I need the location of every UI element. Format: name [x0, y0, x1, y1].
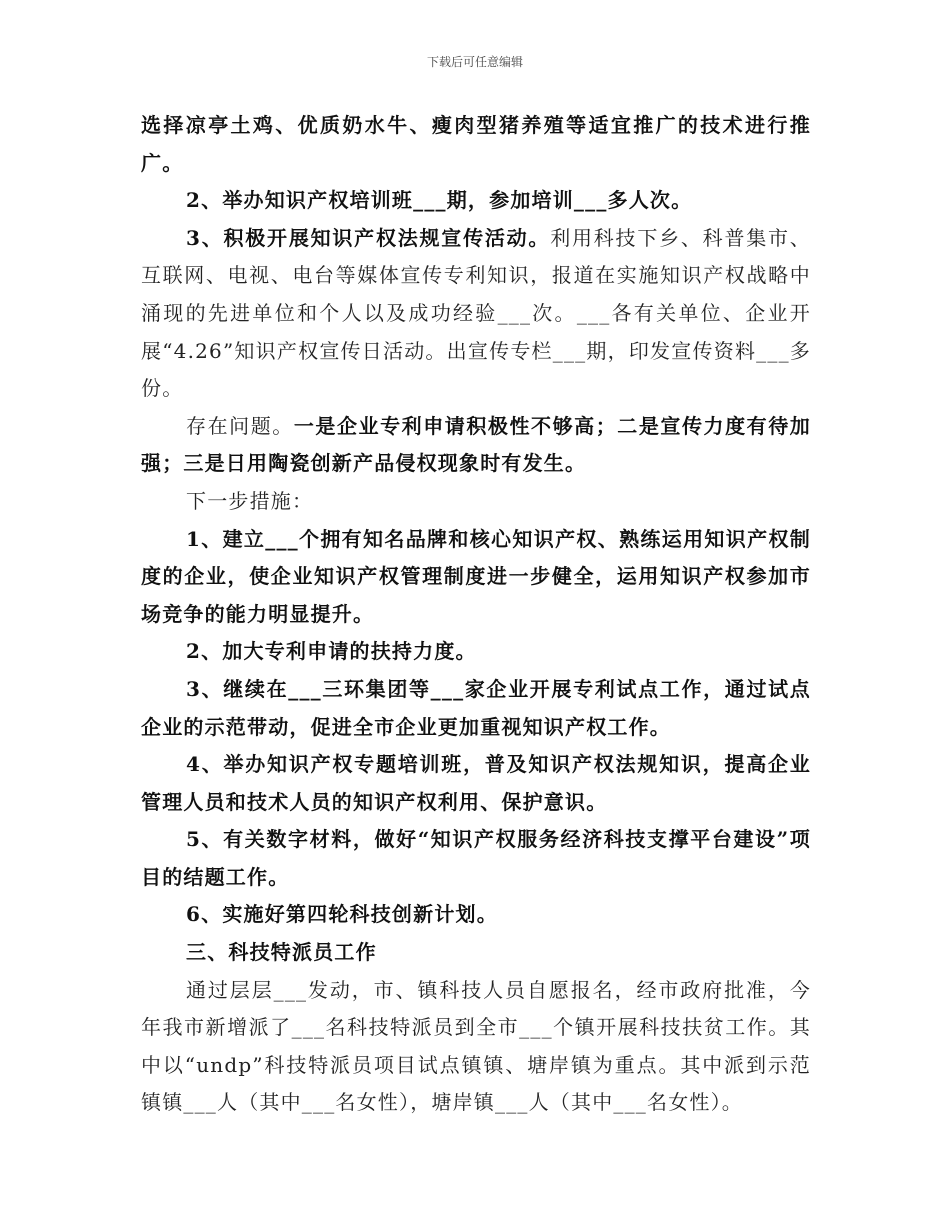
paragraph-4: [141, 408, 811, 483]
paragraph-7: 2、加大专利申请的扶持力度。: [186, 639, 477, 664]
paragraph-6: 1、建立___个拥有知名品牌和核心知识产权、熟练运用知识产权制度的企业，使企业知识产权管理制度进一步健全，运用知识产权参加市场竞争的能力明显提升。: [141, 526, 811, 626]
paragraph-4-heading: 存在问题。: [186, 413, 294, 438]
paragraph-2: 2、举办知识产权培训班___期，参加培训___多人次。: [186, 188, 693, 213]
paragraph-3-heading: 3、积极开展知识产权法规宣传活动。: [186, 225, 551, 250]
paragraph-4-body: 一是企业专利申请积极性不够高；二是宣传力度有待加强；三是日用陶瓷创新产品侵权现象时有发生。: [141, 413, 811, 476]
document-body: [141, 107, 811, 1122]
paragraph-1: 选择凉亭土鸡、优质奶水牛、瘦肉型猪养殖等适宜推广的技术进行推广。: [141, 113, 811, 175]
paragraph-10: 5、有关数字材料，做好“知识产权服务经济科技支撑平台建设”项目的结题工作。: [141, 827, 811, 889]
paragraph-12: 通过层层___发动，市、镇科技人员自愿报名，经市政府批准，今年我市新增派了___名科技特派员到全市___个镇开展科技扶贫工作。其中以“undp”科技特派员项目试点镇镇、塘岸镇为重点。其中派到示范镇镇___人（其中___名女性），塘岸镇___人（其中___名女性）。: [141, 977, 811, 1115]
paragraph-3: [141, 220, 811, 408]
paragraph-3-body: 利用科技下乡、科普集市、互联网、电视、电台等媒体宣传专利知识，报道在实施知识产权战略中涌现的先进单位和个人以及成功经验___次。___各有关单位、企业开展“4.26”知识产权宣传日活动。出宣传专栏___期，印发宣传资料___多份。: [141, 225, 811, 401]
paragraph-11: 6、实施好第四轮科技创新计划。: [186, 902, 498, 927]
section-heading-3: 三、科技特派员工作: [186, 940, 377, 965]
paragraph-5: 下一步措施：: [186, 488, 314, 513]
paragraph-8: 3、继续在___三环集团等___家企业开展专利试点工作，通过试点企业的示范带动，促进全市企业更加重视知识产权工作。: [141, 676, 811, 739]
paragraph-9: 4、举办知识产权专题培训班，普及知识产权法规知识，提高企业管理人员和技术人员的知识产权利用、保护意识。: [141, 752, 811, 814]
page-header-note: 下载后可任意编辑: [426, 55, 523, 69]
